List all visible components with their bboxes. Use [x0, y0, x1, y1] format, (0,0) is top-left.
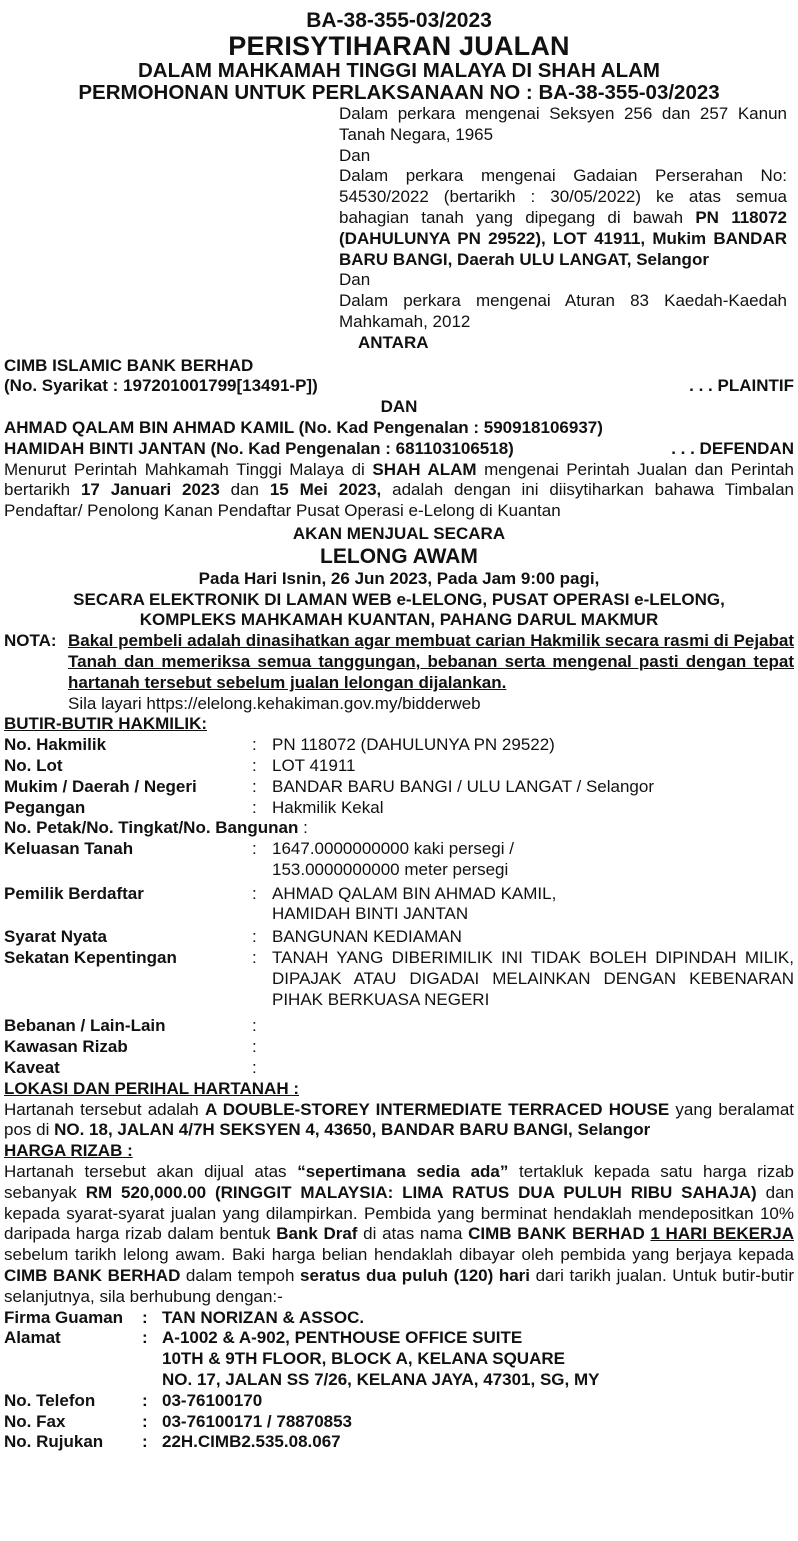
owner-1: AHMAD QALAM BIN AHMAD KAMIL, [272, 883, 557, 903]
sale-proclamation-notice [4, 8, 794, 1453]
area-row: Keluasan Tanah : 1647.0000000000 kaki persegi / 153.0000000000 meter persegi [4, 839, 794, 881]
between-label: ANTARA [358, 332, 429, 352]
matter-and-1: Dan [339, 145, 371, 165]
fax-row: No. Fax : 03-76100171 / 78870853 [4, 1411, 353, 1431]
title-details-heading: BUTIR-BUTIR HAKMILIK: [4, 714, 208, 734]
address-line-3: NO. 17, JALAN SS 7/26, KELANA JAYA, 47301, SG, MY [162, 1370, 600, 1390]
petak-row: No. Petak/No. Tingkat/No. Bangunan : [4, 818, 308, 838]
auction-type: LELONG AWAM [320, 544, 478, 568]
kaveat-row: Kaveat : [4, 1058, 257, 1078]
nota-block [4, 631, 794, 714]
plaintiff-role: . . . PLAINTIF [689, 376, 794, 396]
reserve-heading: HARGA RIZAB : [4, 1141, 133, 1161]
nota-label: NOTA: [4, 631, 57, 651]
firm-row: Firma Guaman : TAN NORIZAN & ASSOC. [4, 1307, 365, 1327]
plaintiff-reg: (No. Syarikat : 197201001799[13491-P]) [4, 376, 318, 396]
nota-text: Bakal pembeli adalah dinasihatkan agar membuat carian Hakmilik secara rasmi di Pejabat Tanah dan memeriksa semua tanggungan, bebanan serta mengenal pasti dengan tepat hartanah tersebut sebelum jualan lelongan dijalankan. [68, 631, 794, 692]
matter-rules: Dalam perkara mengenai Aturan 83 Kaedah-Kaedah Mahkamah, 2012 [339, 291, 787, 331]
address-line-1: A-1002 & A-902, PENTHOUSE OFFICE SUITE [162, 1328, 523, 1348]
title-row: Mukim / Daerah / Negeri : BANDAR BARU BANGI / ULU LANGAT / Selangor [4, 776, 654, 796]
case-number: BA-38-355-03/2023 [306, 9, 492, 32]
nota-visit: Sila layari https://elelong.kehakiman.gov.my/bidderweb [68, 693, 481, 713]
location-paragraph: Hartanah tersebut adalah A DOUBLE-STOREY INTERMEDIATE TERRACED HOUSE yang beralamat pos di NO. 18, JALAN 4/7H SEKSYEN 4, 43650, BANDAR BARU BANGI, Selangor [4, 1099, 794, 1140]
court-name: DALAM MAHKAMAH TINGGI MALAYA DI SHAH ALAM [138, 59, 660, 82]
notice-title: PERISYTIHARAN JUALAN [228, 31, 570, 61]
title-details [4, 735, 794, 1079]
defendant-role: . . . DEFENDAN [671, 438, 794, 458]
address-line-2: 10TH & 9TH FLOOR, BLOCK A, KELANA SQUARE [162, 1349, 565, 1369]
will-sell: AKAN MENJUAL SECARA [292, 523, 506, 543]
title-row: Pegangan : Hakmilik Kekal [4, 797, 384, 817]
bebanan-row: Bebanan / Lain-Lain : [4, 1016, 257, 1036]
matters-block [339, 104, 787, 333]
auction-venue-2: KOMPLEKS MAHKAMAH KUANTAN, PAHANG DARUL MAKMUR [139, 610, 659, 630]
reserve-paragraph: Hartanah tersebut akan dijual atas “sepertimana sedia ada” tertakluk kepada satu harga rizab sebanyak RM 520,000.00 (RINGGIT MALAYSIA: LIMA RATUS DUA PULUH RIBU SAHAJA) dan kepada syarat-syarat jualan yang dilampirkan. Pembida yang berminat hendaklah mendepositkan 10% daripada harga rizab dalam bentuk Bank Draf di atas nama CIMB BANK BERHAD 1 HARI BEKERJA sebelum tarikh lelong awam. Baki harga belian hendaklah dibayar oleh pembida yang berjaya kepada CIMB BANK BERHAD dalam tempoh seratus dua puluh (120) hari dari tarikh jualan. Untuk butir-butir selanjutnya, sila berhubung dengan:- [4, 1162, 795, 1306]
title-row: No. Hakmilik : PN 118072 (DAHULUNYA PN 29522) [4, 735, 555, 755]
location-heading: LOKASI DAN PERIHAL HARTANAH : [4, 1078, 299, 1098]
contact-details [4, 1308, 794, 1454]
area-sqm: 153.0000000000 meter persegi [272, 859, 509, 879]
title-row: No. Lot : LOT 41911 [4, 755, 356, 775]
matter-charge: Dalam perkara mengenai Gadaian Perserahan No: 54530/2022 (bertarikh : 30/05/2022) ke atas semua bahagian tanah yang dipegang di bawah PN 118072 (DAHULUNYA PN 29522), LOT 41911, Mukim BANDAR BARU BANGI, Daerah ULU LANGAT, Selangor [339, 166, 787, 269]
auction-date: Pada Hari Isnin, 26 Jun 2023, Pada Jam 9:00 pagi, [198, 568, 600, 588]
defendant-1: AHMAD QALAM BIN AHMAD KAMIL (No. Kad Pengenalan : 590918106937) [4, 417, 603, 437]
rizab-row: Kawasan Rizab : [4, 1037, 257, 1057]
matter-land-code: Dalam perkara mengenai Seksyen 256 dan 257 Kanun Tanah Negara, 1965 [339, 104, 787, 144]
auction-venue-1: SECARA ELEKTRONIK DI LAMAN WEB e-LELONG, PUSAT OPERASI e-LELONG, [73, 589, 725, 609]
plaintiff-name: CIMB ISLAMIC BANK BERHAD [4, 355, 254, 375]
order-paragraph: Menurut Perintah Mahkamah Tinggi Malaya di SHAH ALAM mengenai Perintah Jualan dan Perintah bertarikh 17 Januari 2023 dan 15 Mei 2023, adalah dengan ini diisytiharkan bahawa Timbalan Pendaftar/ Penolong Kanan Pendaftar Pusat Operasi e-Lelong di Kuantan [4, 459, 794, 521]
tel-row: No. Telefon : 03-76100170 [4, 1390, 263, 1410]
defendant-row [4, 439, 794, 460]
address-row: Alamat : A-1002 & A-902, PENTHOUSE OFFICE SUITE 10TH & 9TH FLOOR, BLOCK A, KELANA SQUARE NO. 17, JALAN SS 7/26, KELANA JAYA, 47301, SG, MY [4, 1328, 794, 1390]
matter-title-details: PN 118072 (DAHULUNYA PN 29522), LOT 41911, Mukim BANDAR BARU BANGI, Daerah ULU LANGAT, Selangor [339, 207, 787, 269]
plaintiff-row [4, 376, 794, 397]
application-number: PERMOHONAN UNTUK PERLAKSANAAN NO : BA-38-355-03/2023 [78, 81, 720, 104]
ref-row: No. Rujukan : 22H.CIMB2.535.08.067 [4, 1432, 341, 1452]
matter-and-2: Dan [339, 270, 371, 290]
syarat-row: Syarat Nyata : BANGUNAN KEDIAMAN [4, 927, 462, 947]
defendant-2: HAMIDAH BINTI JANTAN (No. Kad Pengenalan : 681103106518) [4, 438, 514, 458]
owner-row: Pemilik Berdaftar : AHMAD QALAM BIN AHMAD KAMIL, HAMIDAH BINTI JANTAN [4, 884, 794, 926]
and-label: DAN [380, 397, 418, 417]
sekatan-row: Sekatan Kepentingan : TANAH YANG DIBERIMILIK INI TIDAK BOLEH DIPINDAH MILIK, DIPAJAK ATAU DIGADAI MELAINKAN DENGAN KEBENARAN PIHAK BERKUASA NEGERI [4, 948, 794, 1009]
owner-2: HAMIDAH BINTI JANTAN [272, 904, 469, 924]
area-sqft: 1647.0000000000 kaki persegi / [272, 839, 514, 859]
